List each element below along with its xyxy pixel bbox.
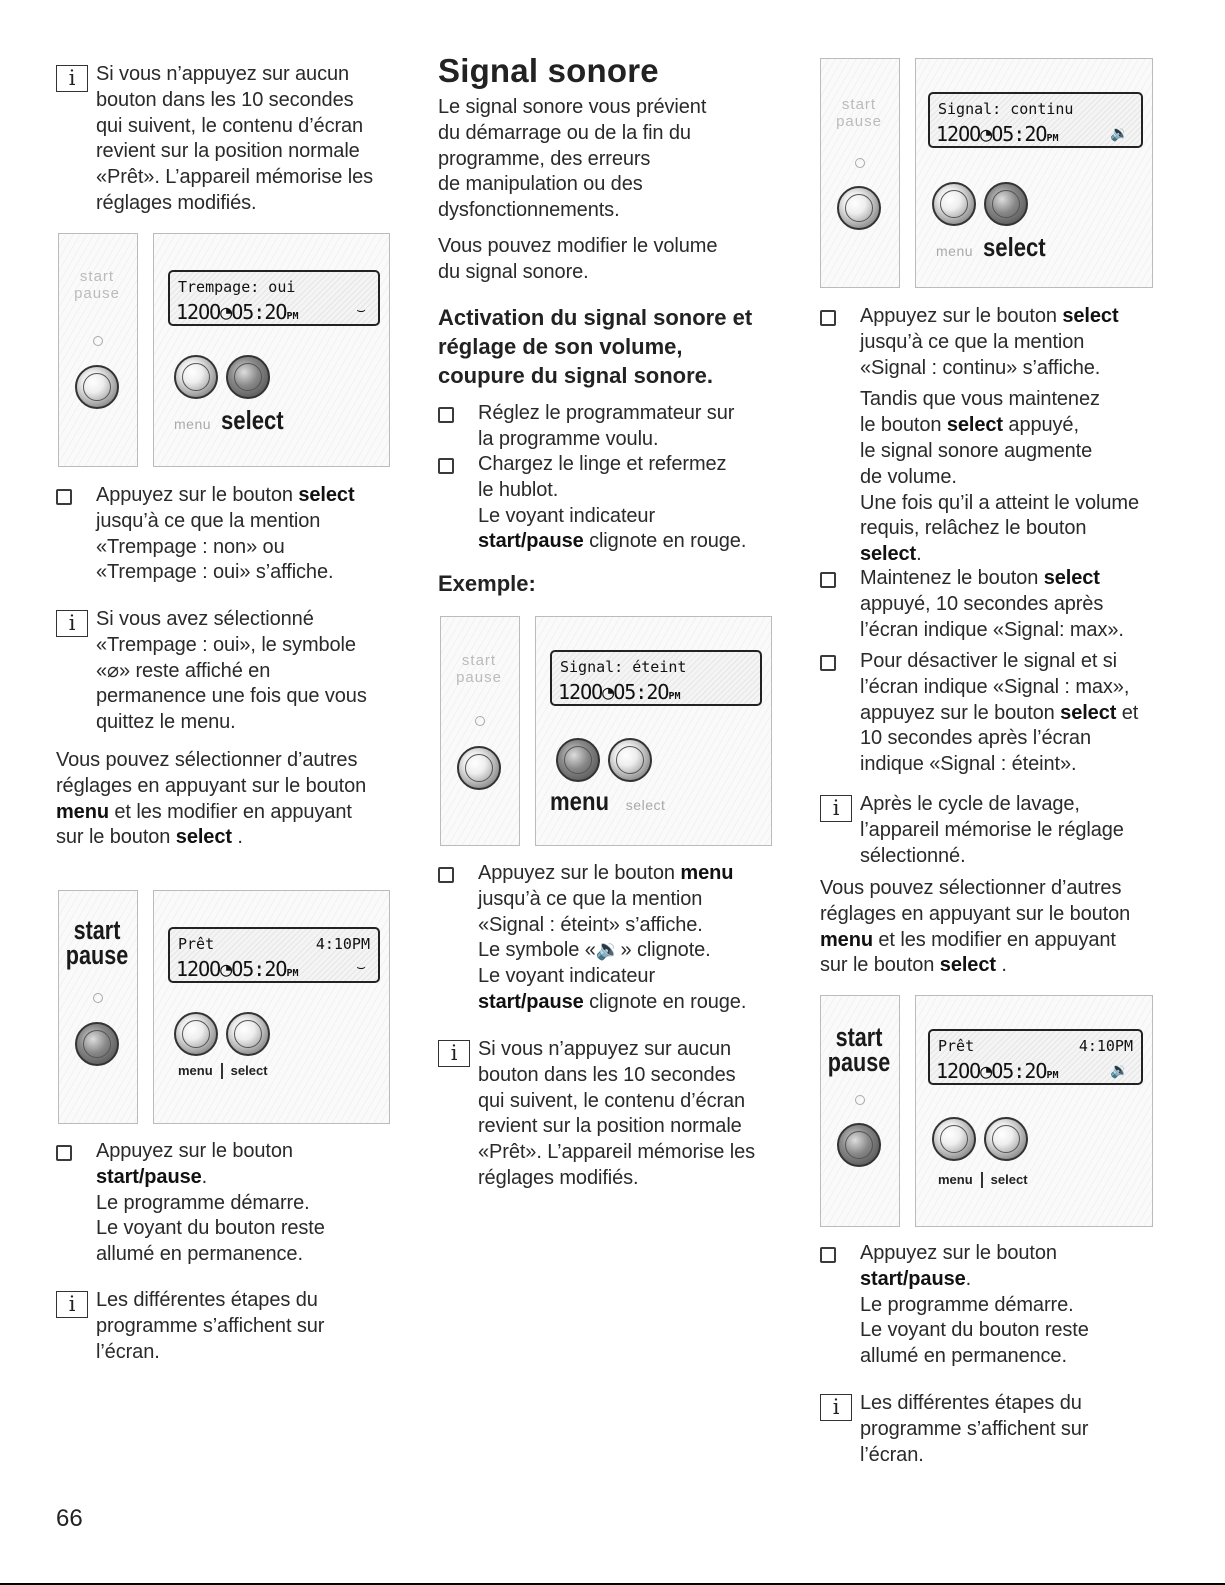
start-pause-label: start pause (74, 268, 120, 302)
info-icon: i (820, 795, 852, 822)
info-icon: i (820, 1394, 852, 1421)
lcd-line-1: Prêt (178, 935, 215, 953)
control-panel-illustration (440, 616, 772, 846)
select-knob-icon (226, 355, 270, 399)
text-line: sur le bouton select . (820, 954, 1007, 977)
text-line: sélectionné. (860, 844, 966, 867)
intro-paragraph (438, 95, 783, 224)
step-press-start-pause (56, 1139, 396, 1268)
step-hold-select (820, 566, 1165, 643)
text-line: «Trempage : non» ou (96, 535, 285, 558)
text-line: revient sur la position normale (478, 1115, 742, 1138)
checkbox-icon (438, 867, 454, 883)
divider (981, 1172, 983, 1188)
text-line: «⌀» reste affiché en (96, 659, 271, 682)
paragraph-other-settings (820, 876, 1165, 979)
text-line: réglages en appuyant sur le bouton (820, 902, 1131, 925)
select-knob-icon (608, 738, 652, 782)
text-line: select. (860, 543, 922, 566)
lcd-display (168, 927, 380, 983)
section-heading (438, 303, 783, 390)
checkbox-icon (820, 310, 836, 326)
knob-labels (938, 1171, 1028, 1189)
text-line: le bouton select appuyé, (860, 414, 1079, 437)
text-line: Le symbole «🔉» clignote. (478, 939, 711, 962)
text-line: «Trempage : oui», le symbole (96, 633, 356, 656)
select-label: select (983, 232, 1047, 262)
checkbox-icon (438, 407, 454, 423)
menu-label: menu (550, 786, 609, 816)
divider (221, 1063, 223, 1079)
control-panel-illustration (820, 58, 1153, 288)
info-note-trempage (56, 607, 396, 736)
lcd-line-2: 12OO◔O5:2OPM (558, 680, 681, 704)
select-label: select (221, 405, 285, 435)
led-indicator (855, 158, 865, 168)
speaker-icon: 🔉 (1110, 125, 1129, 142)
led-indicator (855, 1095, 865, 1105)
control-panel-illustration (58, 233, 390, 467)
text-line: allumé en permanence. (96, 1243, 303, 1266)
menu-label: menu (936, 243, 974, 259)
start-pause-knob-icon (75, 365, 119, 409)
select-label: select (990, 1172, 1028, 1187)
text-line: Le voyant indicateur (478, 504, 656, 527)
control-panel-illustration (58, 890, 390, 1124)
paragraph-other-settings (56, 748, 396, 851)
step-press-select-trempage (56, 483, 396, 586)
knob-labels (178, 1062, 268, 1080)
text-line: Si vous n’appuyez sur aucun (478, 1038, 732, 1060)
menu-knob-icon (932, 182, 976, 226)
text-line: «Signal : éteint» s’affiche. (478, 913, 703, 936)
lcd-clock: 4:10PM (315, 935, 370, 953)
text-line: «Trempage : oui» s’affiche. (96, 561, 334, 584)
text-line: Si vous avez sélectionné (96, 608, 314, 630)
tub-icon: ⌣ (356, 302, 366, 319)
page-title: Signal sonore (438, 52, 659, 89)
lcd-display (550, 650, 762, 706)
heading-line: réglage de son volume, (438, 334, 683, 359)
heading-line: coupure du signal sonore. (438, 363, 714, 388)
panel-left-section (440, 616, 520, 846)
text-line: bouton dans les 10 secondes (96, 88, 354, 111)
text-line: 10 secondes après l’écran (860, 727, 1091, 750)
step-load-laundry (438, 452, 783, 555)
text-line: start/pause. (96, 1165, 208, 1188)
example-heading: Exemple: (438, 571, 536, 596)
knob-labels (174, 405, 295, 436)
menu-label: menu (178, 1063, 213, 1078)
text-line: indique «Signal : éteint». (860, 753, 1077, 776)
step-disable-signal (820, 649, 1165, 778)
text-line: Vous pouvez sélectionner d’autres (820, 877, 1122, 899)
text-line: Le voyant indicateur (478, 965, 656, 988)
step-set-programmer (438, 401, 783, 453)
text-line: allumé en permanence. (860, 1345, 1067, 1368)
text-line: l’écran. (96, 1340, 160, 1363)
text-line: Chargez le linge et refermez (478, 453, 727, 475)
text-line: start/pause clignote en rouge. (478, 990, 747, 1013)
intro-paragraph-2 (438, 234, 783, 286)
control-panel-illustration (820, 995, 1153, 1227)
menu-knob-icon (174, 355, 218, 399)
lcd-line-1: Signal: continu (938, 100, 1074, 118)
lcd-display (168, 270, 380, 326)
text-line: la programme voulu. (478, 427, 659, 450)
lcd-line-2: 12OO◔O5:2OPM (936, 122, 1059, 146)
text-line: menu et les modifier en appuyant (56, 800, 352, 823)
start-pause-label: start pause (836, 96, 882, 130)
lcd-line-1: Prêt (938, 1037, 975, 1055)
select-knob-icon (984, 182, 1028, 226)
info-note-timeout (56, 62, 396, 217)
info-icon: i (56, 1291, 88, 1318)
lcd-line-1: Signal: éteint (560, 658, 687, 676)
checkbox-icon (56, 489, 72, 505)
text-line: Maintenez le bouton select (860, 567, 1100, 589)
text-line: Appuyez sur le bouton (96, 1140, 293, 1162)
text-line: Le programme démarre. (96, 1191, 310, 1214)
text-line: bouton dans les 10 secondes (478, 1063, 736, 1086)
text-line: appuyé, 10 secondes après (860, 592, 1104, 615)
text-line: l’écran. (860, 1443, 924, 1466)
text-line: réglages modifiés. (478, 1166, 639, 1189)
text-line: jusqu’à ce que la mention (478, 887, 703, 910)
start-pause-label: start pause (65, 915, 129, 970)
text-line: du démarrage ou de la fin du (438, 121, 691, 144)
text-line: Réglez le programmateur sur (478, 402, 735, 424)
text-line: start/pause. (860, 1267, 972, 1290)
lcd-clock: 4:10PM (1078, 1037, 1133, 1055)
text-line: «Signal : continu» s’affiche. (860, 356, 1101, 379)
text-line: Si vous n’appuyez sur aucun (96, 63, 350, 85)
text-line: Appuyez sur le bouton menu (478, 862, 734, 884)
text-line: réglages modifiés. (96, 191, 257, 214)
text-line: Les différentes étapes du (860, 1392, 1082, 1414)
text-line: qui suivent, le contenu d’écran (478, 1089, 746, 1112)
info-icon: i (438, 1040, 470, 1067)
text-line: «Prêt». L’appareil mémorise les (478, 1141, 756, 1164)
start-pause-knob-icon (75, 1022, 119, 1066)
text-line: Tandis que vous maintenez (860, 388, 1100, 411)
select-knob-icon (226, 1012, 270, 1056)
info-icon: i (56, 610, 88, 637)
start-pause-label: start pause (456, 652, 502, 686)
text-line: l’écran indique «Signal : max», (860, 675, 1130, 698)
menu-label: menu (174, 416, 212, 432)
menu-knob-icon (932, 1117, 976, 1161)
text-line: dysfonctionnements. (438, 199, 620, 222)
text-line: Une fois qu’il a atteint le volume (860, 491, 1139, 514)
text-line: start/pause clignote en rouge. (478, 530, 747, 553)
text-line: du signal sonore. (438, 260, 589, 283)
start-pause-knob-icon (837, 1123, 881, 1167)
step-press-menu-signal (438, 861, 783, 1016)
text-line: l’écran indique «Signal: max». (860, 618, 1124, 641)
step-press-select-signal (820, 304, 1165, 568)
start-pause-knob-icon (837, 186, 881, 230)
text-line: permanence une fois que vous (96, 685, 367, 708)
info-note-after-cycle (820, 792, 1165, 869)
lcd-line-1: Trempage: oui (178, 278, 296, 296)
menu-label: menu (938, 1172, 973, 1187)
text-line: qui suivent, le contenu d’écran (96, 114, 364, 137)
info-note-timeout (438, 1037, 783, 1192)
text-line: requis, relâchez le bouton (860, 517, 1087, 540)
heading-line: Activation du signal sonore et (438, 305, 753, 330)
info-note-steps (56, 1288, 396, 1365)
checkbox-icon (438, 458, 454, 474)
text-line: Vous pouvez modifier le volume (438, 235, 718, 257)
checkbox-icon (820, 572, 836, 588)
led-indicator (93, 993, 103, 1003)
text-line: Le programme démarre. (860, 1293, 1074, 1316)
led-indicator (93, 336, 103, 346)
panel-right-section (153, 890, 390, 1124)
step-press-start-pause (820, 1241, 1165, 1370)
text-line: Le signal sonore vous prévient (438, 96, 707, 118)
checkbox-icon (820, 1247, 836, 1263)
lcd-display (928, 1029, 1143, 1085)
text-line: programme s’affichent sur (96, 1314, 325, 1337)
knob-labels (936, 232, 1057, 263)
text-line: programme s’affichent sur (860, 1417, 1089, 1440)
select-knob-icon (984, 1117, 1028, 1161)
select-label: select (625, 797, 666, 813)
text-line: sur le bouton select . (56, 826, 243, 849)
panel-left-section (820, 58, 900, 288)
lcd-line-2: 12OO◔O5:2OPM (936, 1059, 1059, 1083)
lcd-line-2: 12OO◔O5:2OPM (176, 957, 299, 981)
text-line: Après le cycle de lavage, (860, 793, 1080, 815)
text-line: «Prêt». L’appareil mémorise les (96, 166, 374, 189)
text-line: réglages en appuyant sur le bouton (56, 774, 367, 797)
text-line: Vous pouvez sélectionner d’autres (56, 749, 358, 771)
text-line: quittez le menu. (96, 711, 236, 734)
text-line: jusqu’à ce que la mention (860, 330, 1085, 353)
speaker-icon: 🔉 (1110, 1062, 1129, 1079)
text-line: appuyez sur le bouton select et (860, 701, 1139, 724)
start-pause-knob-icon (457, 746, 501, 790)
text-line: Appuyez sur le bouton (860, 1242, 1057, 1264)
tub-icon: ⌣ (356, 959, 366, 976)
led-indicator (475, 716, 485, 726)
text-line: de manipulation ou des (438, 173, 643, 196)
menu-knob-icon (556, 738, 600, 782)
text-line: menu et les modifier en appuyant (820, 928, 1116, 951)
knob-labels (550, 786, 665, 817)
text-line: Appuyez sur le bouton select (860, 305, 1119, 327)
checkbox-icon (820, 655, 836, 671)
menu-knob-icon (174, 1012, 218, 1056)
start-pause-label: start pause (827, 1022, 891, 1077)
select-label: select (230, 1063, 268, 1078)
text-line: le hublot. (478, 478, 559, 501)
text-line: de volume. (860, 465, 957, 488)
text-line: l’appareil mémorise le réglage (860, 818, 1124, 841)
info-note-steps (820, 1391, 1165, 1468)
text-line: programme, des erreurs (438, 147, 651, 170)
text-line: le signal sonore augmente (860, 439, 1093, 462)
lcd-display (928, 92, 1143, 148)
text-line: Appuyez sur le bouton select (96, 484, 355, 506)
text-line: Pour désactiver le signal et si (860, 650, 1118, 672)
text-line: Le voyant du bouton reste (96, 1217, 325, 1240)
checkbox-icon (56, 1145, 72, 1161)
lcd-line-2: 12OO◔O5:2OPM (176, 300, 299, 324)
text-line: jusqu’à ce que la mention (96, 509, 321, 532)
text-line: Le voyant du bouton reste (860, 1319, 1089, 1342)
page-number: 66 (56, 1505, 83, 1532)
text-line: revient sur la position normale (96, 140, 360, 163)
text-line: Les différentes étapes du (96, 1289, 318, 1311)
info-icon: i (56, 65, 88, 92)
